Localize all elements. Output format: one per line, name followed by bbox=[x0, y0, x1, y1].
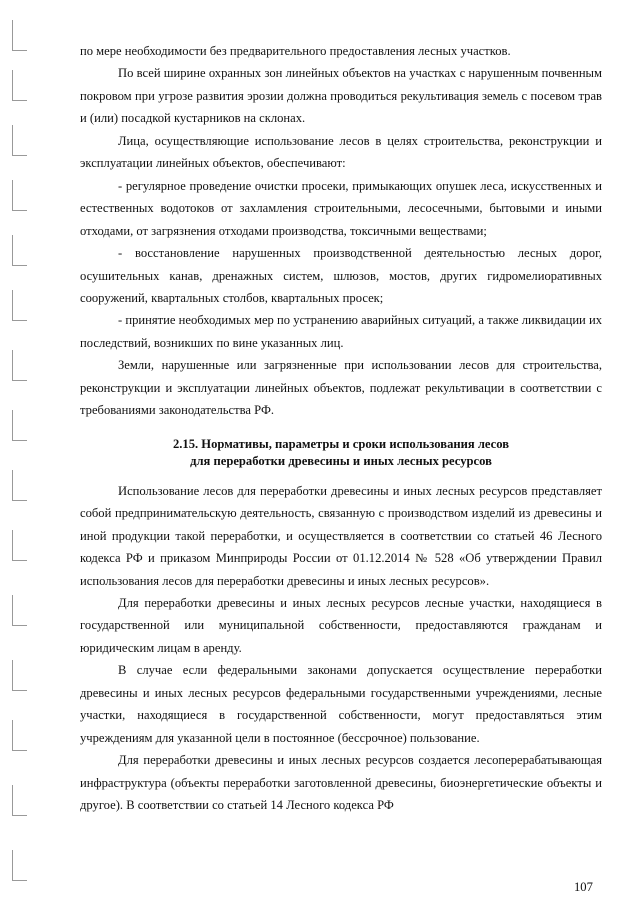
margin-mark bbox=[12, 850, 27, 881]
binding-margin-marks bbox=[0, 0, 40, 905]
margin-mark bbox=[12, 530, 27, 561]
margin-mark bbox=[12, 20, 27, 51]
margin-mark bbox=[12, 290, 27, 321]
margin-mark bbox=[12, 410, 27, 441]
paragraph: по мере необходимости без предварительного предоставления лесных участков. bbox=[80, 44, 511, 58]
margin-mark bbox=[12, 470, 27, 501]
paragraph: По всей ширине охранных зон линейных объектов на участках с нарушенным почвенным покровом при угрозе развития эрозии должна проводиться рекультивация земель с посевом трав и (или) посадкой кустарников на склонах. bbox=[80, 66, 602, 126]
page-number: 107 bbox=[574, 880, 593, 894]
paragraph: Использование лесов для переработки древесины и иных лесных ресурсов представляет собой предпринимательскую деятельность, связанную с производством изделий из древесины и иной продукции такой переработки, и осуществляется в соответствии со статьей 46 Лесного кодекса РФ и приказом Минприроды России от 01.12.2014 № 528 «Об утверждении Правил использования лесов для переработки древесины и иных лесных ресурсов». bbox=[80, 483, 602, 588]
paragraph: Для переработки древесины и иных лесных ресурсов создается лесоперерабатывающая инфраструктура (объекты переработки заготовленной древесины, биоэнергетические объекты и другое). В соответствии со статьей 14 Лесного кодекса РФ bbox=[80, 753, 602, 813]
margin-mark bbox=[12, 350, 27, 381]
margin-mark bbox=[12, 720, 27, 751]
margin-mark bbox=[12, 125, 27, 156]
document-body bbox=[80, 40, 602, 817]
paragraph: В случае если федеральными законами допускается осуществление переработки древесины и иных лесных ресурсов федеральными государственными учреждениями, лесные участки, находящиеся в государственной собственности, могут предоставляться этим учреждениям для указанной цели в постоянное (бессрочное) пользование. bbox=[80, 663, 602, 745]
list-item: - принятие необходимых мер по устранению аварийных ситуаций, а также ликвидации их последствий, возникших по вине указанных лиц. bbox=[80, 313, 602, 350]
margin-mark bbox=[12, 660, 27, 691]
margin-mark bbox=[12, 180, 27, 211]
section-heading-line-1: 2.15. Нормативы, параметры и сроки использования лесов bbox=[172, 436, 510, 451]
paragraph: Для переработки древесины и иных лесных ресурсов лесные участки, находящиеся в государственной или муниципальной собственности, предоставляются гражданам и юридическим лицам в аренду. bbox=[80, 595, 602, 655]
list-item: - восстановление нарушенных производственной деятельностью лесных дорог, осушительных канав, дренажных систем, шлюзов, мостов, других гидромелиоративных сооружений, квартальных столбов, квартальных просек; bbox=[80, 246, 602, 305]
margin-mark bbox=[12, 70, 27, 101]
section-heading-line-2: для переработки древесины и иных лесных ресурсов bbox=[190, 453, 492, 468]
paragraph: Земли, нарушенные или загрязненные при использовании лесов для строительства, реконструкции и эксплуатации линейных объектов, подлежат рекультивации в соответствии с требованиями законодательства РФ. bbox=[80, 358, 602, 418]
section-heading bbox=[80, 436, 602, 470]
margin-mark bbox=[12, 235, 27, 266]
list-item: - регулярное проведение очистки просеки, примыкающих опушек леса, искусственных и естественных водотоков от захламления строительными, лесосечными, бытовыми и иными отходами, от загрязнения отходами производства, токсичными веществами; bbox=[80, 178, 602, 238]
paragraph: Лица, осуществляющие использование лесов в целях строительства, реконструкции и эксплуатации линейных объектов, обеспечивают: bbox=[80, 133, 602, 171]
margin-mark bbox=[12, 785, 27, 816]
margin-mark bbox=[12, 595, 27, 626]
